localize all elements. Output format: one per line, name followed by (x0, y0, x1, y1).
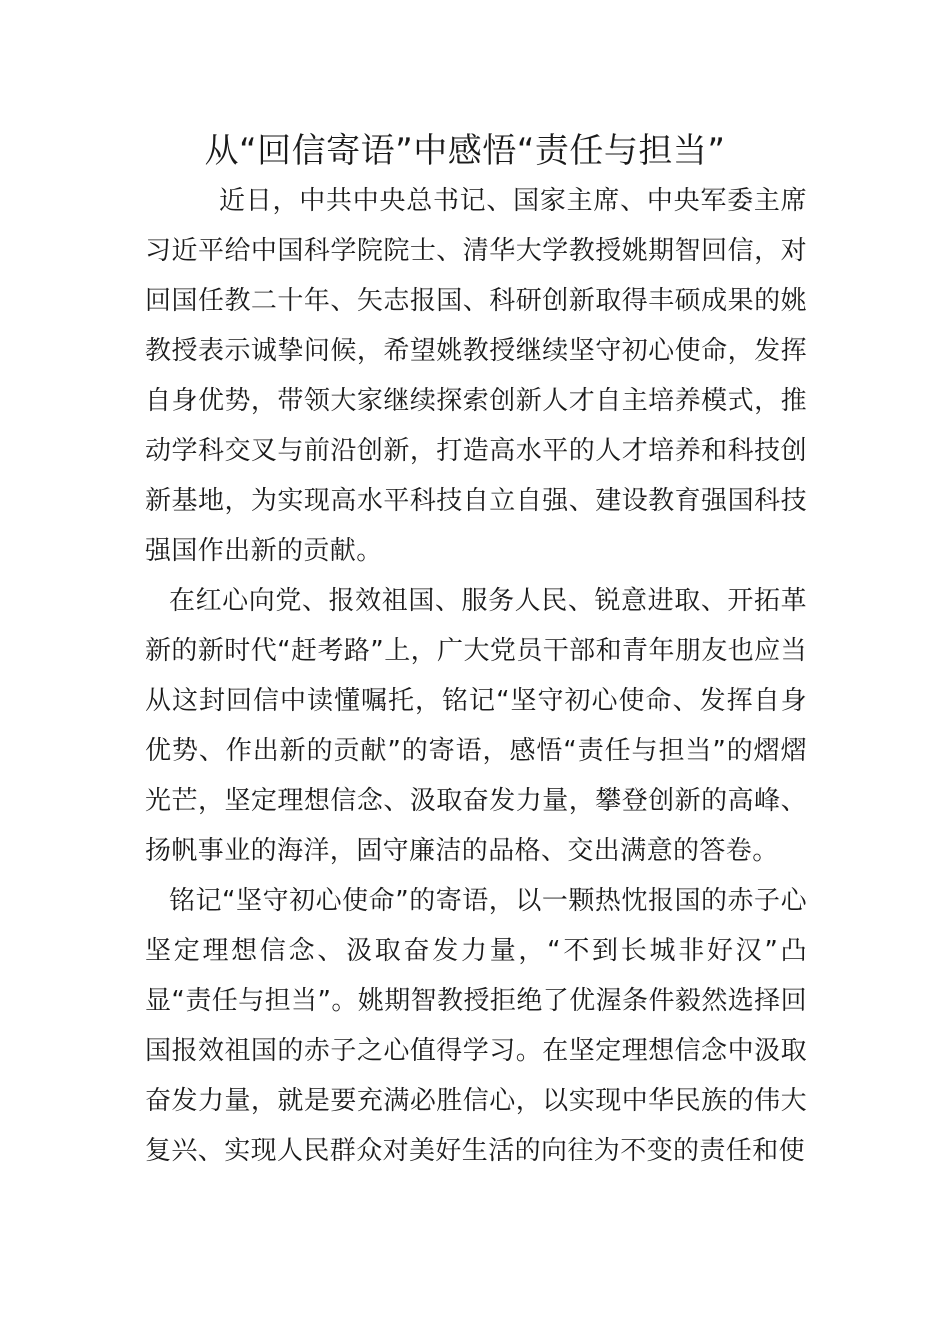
paragraph-1: 近日，中共中央总书记、国家主席、中央军委主席习近平给中国科学院院士、清华大学教授姚期智回信，对回国任教二十年、矢志报国、科研创新取得丰硕成果的姚教授表示诚挚问候，希望姚教授继续坚守初心使命，发挥自身优势，带领大家继续探索创新人才自主培养模式，推动学科交叉与前沿创新，打造高水平的人才培养和科技创新基地，为实现高水平科技自立自强、建设教育强国科技强国作出新的贡献。 (145, 186, 807, 566)
document-body (145, 176, 807, 1176)
paragraph-3: 铭记“坚守初心使命”的寄语，以一颗热忱报国的赤子心坚定理想信念、汲取奋发力量，“不到长城非好汉”凸显“责任与担当”。姚期智教授拒绝了优渥条件毅然选择回国报效祖国的赤子之心值得学习。在坚定理想信念中汲取奋发力量，就是要充满必胜信心，以实现中华民族的伟大复兴、实现人民群众对美好生活的向往为不变的责任和使 (145, 886, 807, 1166)
document-title: 从“回信寄语”中感悟“责任与担当” (204, 131, 726, 171)
paragraph-2: 在红心向党、报效祖国、服务人民、锐意进取、开拓革新的新时代“赶考路”上，广大党员干部和青年朋友也应当从这封回信中读懂嘱托，铭记“坚守初心使命、发挥自身优势、作出新的贡献”的寄语，感悟“责任与担当”的熠熠光芒，坚定理想信念、汲取奋发力量，攀登创新的高峰、扬帆事业的海洋，固守廉洁的品格、交出满意的答卷。 (145, 586, 807, 866)
